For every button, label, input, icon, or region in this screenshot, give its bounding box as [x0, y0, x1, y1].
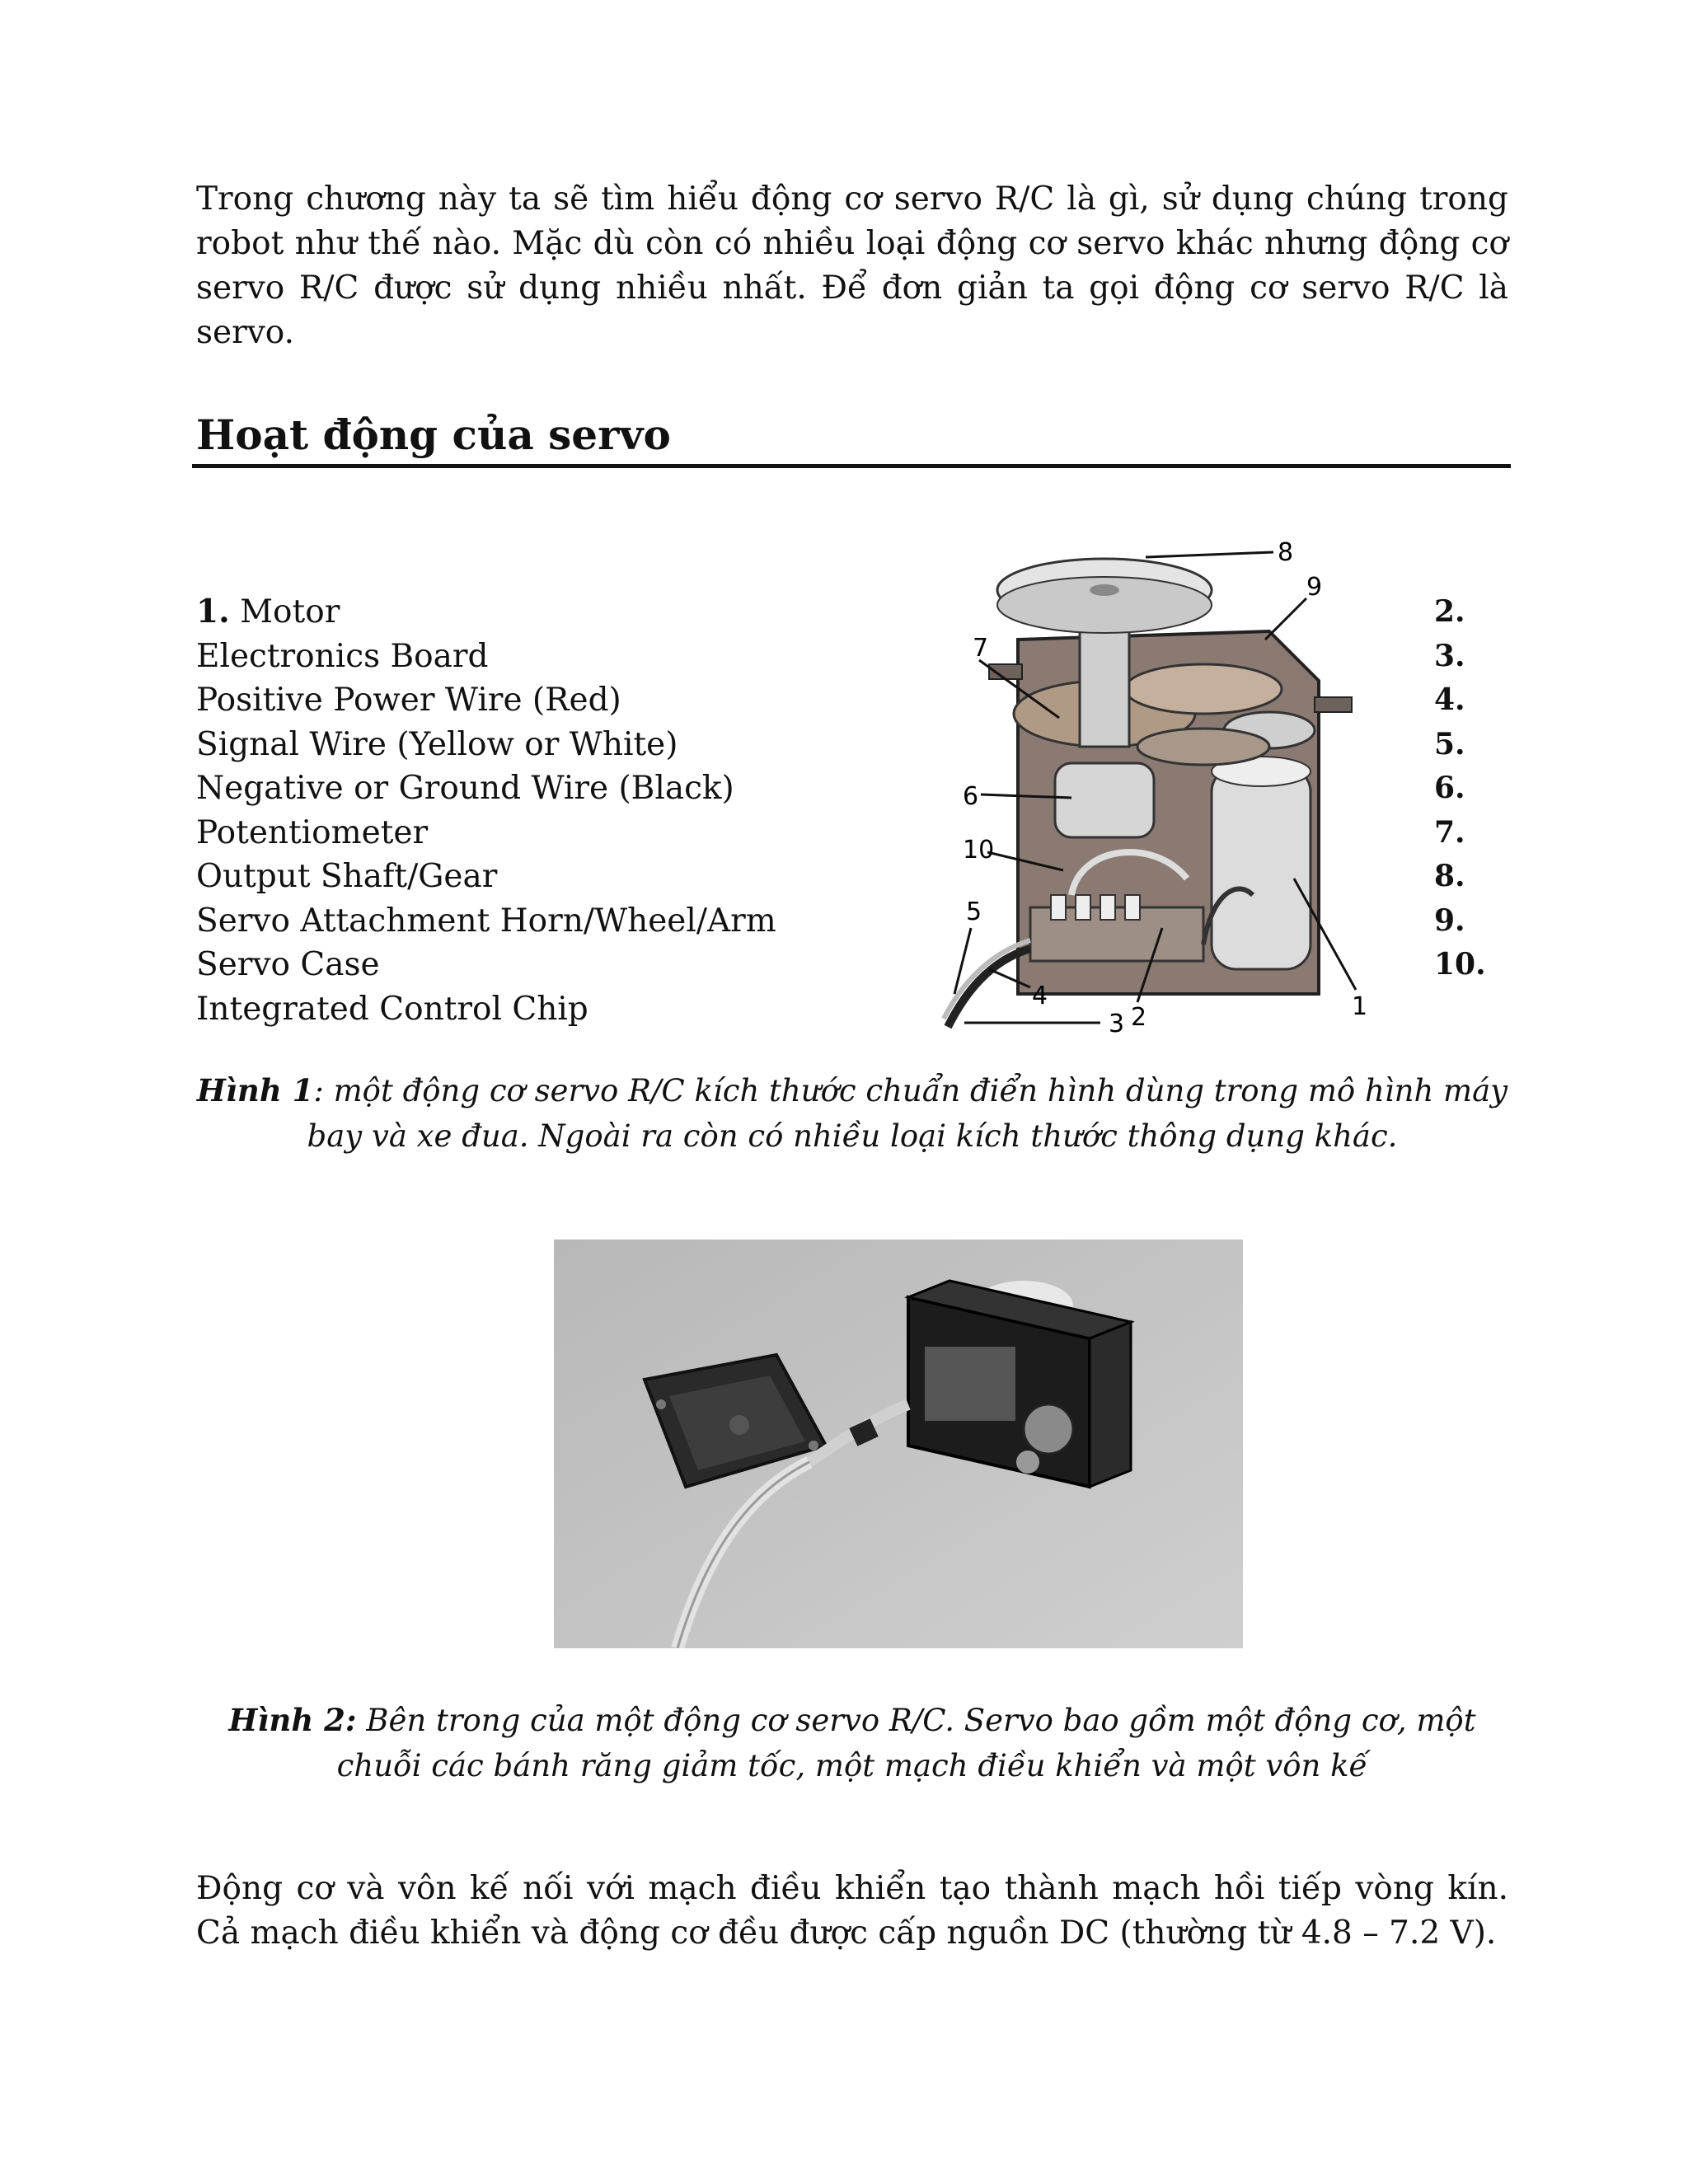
board-pin: [1125, 895, 1140, 920]
callout-10: 10: [963, 836, 995, 865]
lid-corner-hole: [656, 1399, 666, 1409]
potentiometer-shape: [1055, 763, 1154, 837]
figure-2-label: Hình 2:: [228, 1702, 357, 1738]
closing-paragraph: Động cơ và vôn kế nối với mạch điều khiển tạo thành mạch hồi tiếp vòng kín. Cả mạch điều khiển và động cơ đều được cấp nguồn DC (thường từ 4.8 – 7.2 V).: [196, 1870, 1508, 1952]
figure-1-caption: [196, 1068, 1508, 1159]
parts-list-item: Servo Attachment Horn/Wheel/Arm: [196, 902, 776, 940]
parts-number: 3.: [1434, 638, 1465, 673]
callout-line-9: [1265, 598, 1306, 640]
parts-list-item: Electronics Board: [196, 637, 489, 675]
parts-list: [196, 590, 776, 1031]
exposed-circuit: [925, 1347, 1015, 1421]
parts-list-item: Servo Case: [196, 946, 380, 983]
parts-list-item: Integrated Control Chip: [196, 990, 588, 1028]
parts-list-item: Output Shaft/Gear: [196, 858, 498, 895]
callout-4: 4: [1032, 982, 1048, 1010]
board-pin: [1076, 895, 1090, 920]
parts-number: 10.: [1434, 947, 1486, 982]
horn-hub: [1090, 584, 1119, 596]
callout-line-8: [1146, 552, 1273, 557]
lid-screw-hole: [729, 1415, 749, 1435]
gear-mid: [1137, 729, 1269, 765]
callout-5: 5: [966, 898, 982, 926]
board-pin: [1100, 895, 1115, 920]
mounting-tab-right: [1315, 697, 1352, 712]
servo-cutaway-diagram: [940, 532, 1418, 1043]
parts-list-item: Positive Power Wire (Red): [196, 682, 621, 719]
figure-1-caption-text: : một động cơ servo R/C kích thước chuẩn điển hình dùng trong mô hình máy bay và xe đua. Ngoài ra còn có nhiều loại kích thước thông dụng khác.: [307, 1073, 1508, 1154]
parts-number: 2.: [1434, 594, 1465, 629]
heading-underline: [192, 464, 1511, 468]
callout-9: 9: [1306, 573, 1323, 602]
callout-7: 7: [973, 634, 989, 663]
callout-2: 2: [1131, 1003, 1147, 1032]
callout-6: 6: [963, 782, 979, 811]
gear-large: [1125, 664, 1282, 714]
parts-number: 8.: [1434, 859, 1465, 893]
servo-photo: [554, 1240, 1243, 1648]
exposed-gear-small: [1016, 1451, 1039, 1474]
lid-corner-hole: [809, 1441, 818, 1451]
servo-body-side: [1090, 1322, 1131, 1487]
board-pin: [1051, 895, 1066, 920]
parts-number: 5.: [1434, 726, 1465, 762]
callout-1: 1: [1352, 992, 1368, 1021]
intro-paragraph: Trong chương này ta sẽ tìm hiểu động cơ servo R/C là gì, sử dụng chúng trong robot như thế nào. Mặc dù còn có nhiều loại động cơ servo khác nhưng động cơ servo R/C được sử dụng nhiều nhất. Để đơn giản ta gọi động cơ servo R/C là servo.: [196, 180, 1508, 351]
figure-2-caption: [196, 1698, 1508, 1788]
parts-number: 4.: [1434, 682, 1465, 717]
parts-list-item: 1. Motor: [196, 593, 340, 630]
parts-list-item: Potentiometer: [196, 813, 429, 851]
parts-list-item: Signal Wire (Yellow or White): [196, 725, 678, 763]
exposed-gear: [1024, 1404, 1073, 1454]
figure-2-caption-text: Bên trong của một động cơ servo R/C. Servo bao gồm một động cơ, một chuỗi các bánh răng giảm tốc, một mạch điều khiển và một vôn kế: [336, 1703, 1476, 1783]
parts-number: 7.: [1434, 814, 1465, 850]
motor-cylinder: [1212, 767, 1311, 969]
parts-number: 9.: [1434, 902, 1465, 938]
figure-1-label: Hình 1: [196, 1072, 314, 1108]
parts-number-column: [1434, 590, 1486, 987]
output-shaft-shape: [1080, 623, 1129, 747]
photo-background: [554, 1240, 1243, 1648]
parts-number: 6.: [1434, 771, 1465, 805]
callout-8: 8: [1278, 538, 1294, 567]
callout-3: 3: [1109, 1010, 1125, 1038]
parts-list-number: 1.: [196, 593, 230, 630]
section-heading: Hoạt động của servo: [196, 410, 671, 459]
parts-list-item: Negative or Ground Wire (Black): [196, 770, 734, 807]
